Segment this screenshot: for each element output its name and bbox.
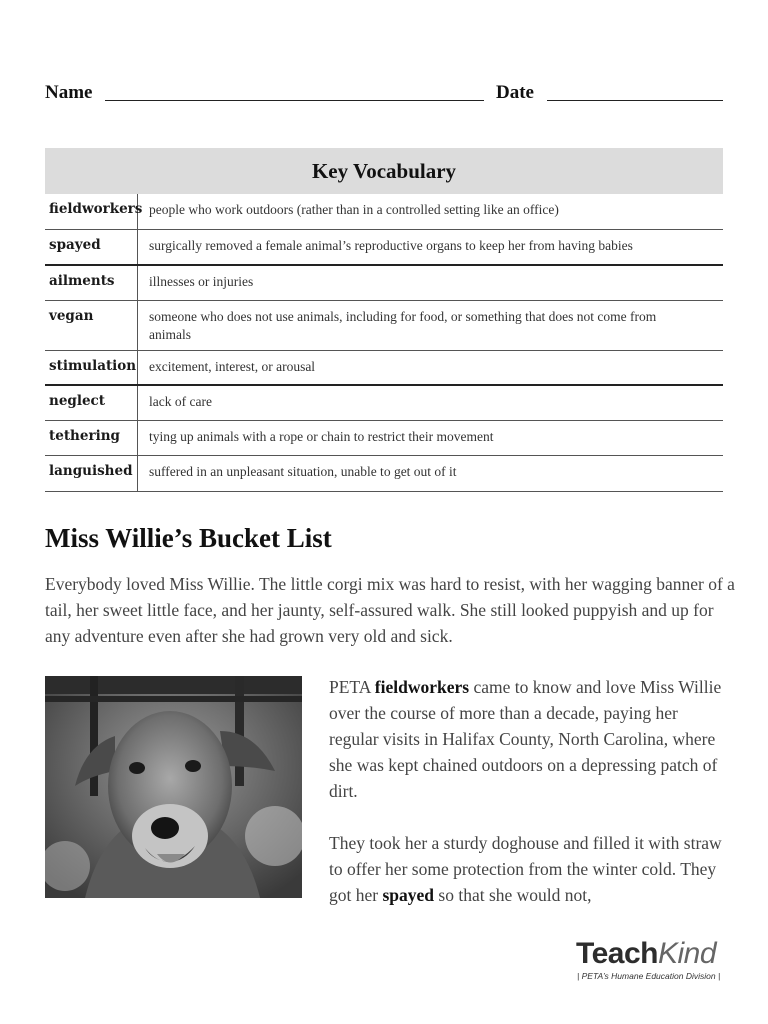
text-span: came to know and love Miss Willie over the course of more than a decade, paying her regular visits in Halifax County, North Carolina, where she was kept chained outdoors on a depressing patch of dirt. <box>329 677 722 801</box>
table-row <box>45 230 723 266</box>
table-row <box>45 351 723 386</box>
vocab-definition: illnesses or injuries <box>149 274 254 289</box>
table-row <box>45 266 723 301</box>
vocab-definition: surgically removed a female animal’s reproductive organs to keep her from having babies <box>149 238 633 253</box>
table-row <box>45 456 723 492</box>
vocab-term: neglect <box>45 386 138 420</box>
date-label: Date <box>496 82 534 103</box>
name-date-row <box>45 80 723 110</box>
vocab-term: vegan <box>45 301 138 350</box>
vocab-definition: someone who does not use animals, including for food, or something that does not come from animals <box>149 309 657 342</box>
story-title: Miss Willie’s Bucket List <box>45 523 332 553</box>
vocab-definition: excitement, interest, or arousal <box>149 359 316 374</box>
text-span: PETA <box>329 677 375 697</box>
logo-kind: Kind <box>657 937 717 970</box>
vocabulary-title: Key Vocabulary <box>45 148 723 194</box>
table-row <box>45 194 723 230</box>
name-field[interactable] <box>105 100 484 101</box>
logo-teach: Teach <box>576 937 658 970</box>
vocab-term: spayed <box>45 230 138 264</box>
logo-wordmark <box>576 937 726 971</box>
vocab-term: fieldworkers <box>45 194 138 229</box>
story-paragraph-1 <box>329 674 729 804</box>
vocab-term: tethering <box>45 421 138 455</box>
vocab-highlight: spayed <box>382 885 435 905</box>
vocab-definition: suffered in an unpleasant situation, unable to get out of it <box>149 464 457 479</box>
vocab-term: stimulation <box>45 351 138 384</box>
text-span: They took her a sturdy doghouse and filled it with straw to offer her some protection from the winter cold. They got her <box>329 833 722 905</box>
table-row <box>45 386 723 421</box>
story-column <box>329 674 729 934</box>
vocab-definition: tying up animals with a rope or chain to restrict their movement <box>149 429 494 444</box>
teachkind-logo <box>576 937 726 981</box>
vocab-definition: lack of care <box>149 394 212 409</box>
date-field[interactable] <box>547 100 723 101</box>
table-row <box>45 301 723 351</box>
story-paragraph-2 <box>329 830 729 908</box>
vocab-definition: people who work outdoors (rather than in a controlled setting like an office) <box>149 202 559 217</box>
dog-photo <box>45 676 302 898</box>
vocabulary-table <box>45 148 723 492</box>
vocab-highlight: fieldworkers <box>374 677 470 697</box>
vocab-term: languished <box>45 456 138 491</box>
text-span: so that she would not, <box>434 885 592 905</box>
name-label: Name <box>45 82 93 103</box>
logo-tagline: | PETA’s Humane Education Division | <box>577 971 721 981</box>
table-row <box>45 421 723 456</box>
story-intro: Everybody loved Miss Willie. The little corgi mix was hard to resist, with her wagging banner of a tail, her sweet little face, and her jaunty, self-assured walk. She still looked puppyish and up for any adventure even after she had grown very old and sick. <box>45 574 735 646</box>
vocab-term: ailments <box>45 266 138 300</box>
